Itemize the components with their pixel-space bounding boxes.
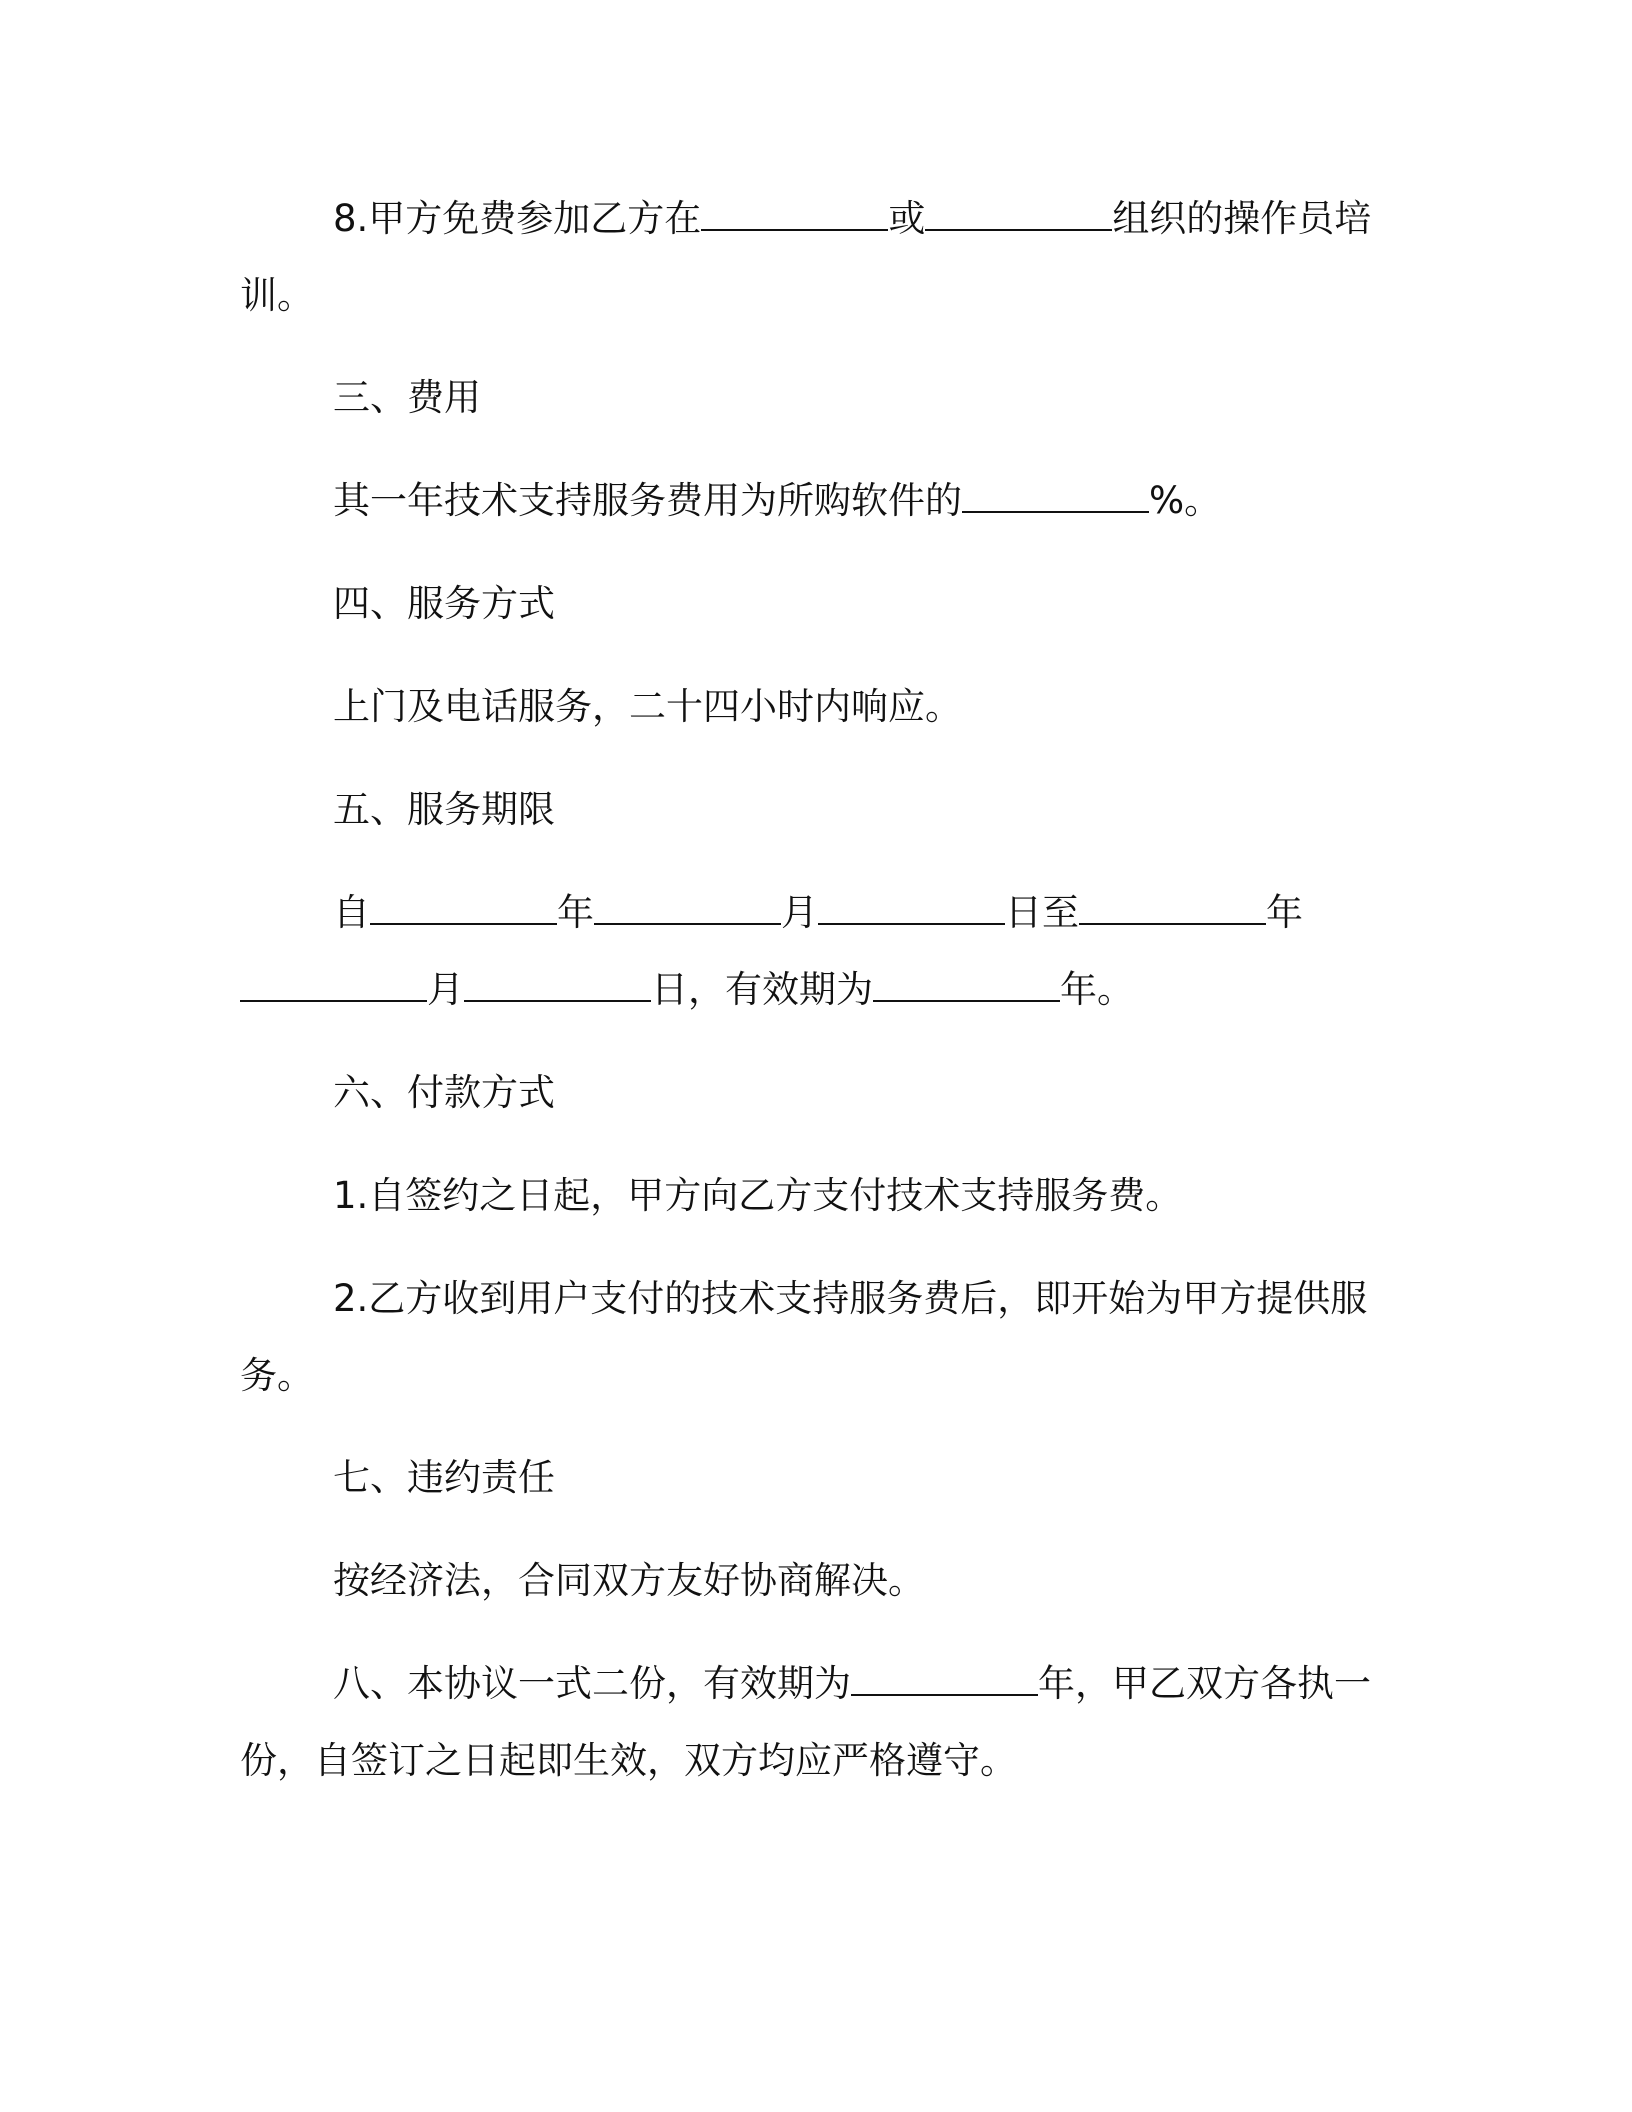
text-segment: 或 (888, 197, 926, 240)
text-segment: 自 (333, 891, 370, 934)
text-segment: 年 (557, 891, 594, 934)
text-segment: 年 (1266, 891, 1303, 934)
text-segment: 组织的操作员培 (1112, 197, 1372, 240)
text-segment: 1.自签约之日起，甲方向乙方支付技术支持服务费。 (333, 1174, 1183, 1217)
section-heading-fees (333, 372, 481, 424)
service-method-paragraph (333, 681, 962, 733)
payment-item-2-line-1 (333, 1273, 1367, 1325)
payment-item-2-line-2 (240, 1350, 314, 1402)
clause-eight-line-2 (240, 1735, 1017, 1787)
text-segment: 日至 (1005, 891, 1079, 934)
text-segment: 2.乙方收到用户支付的技术支持服务费后，即开始为甲方提供服 (333, 1277, 1368, 1320)
blank-field (701, 225, 888, 231)
blank-field (818, 919, 1005, 925)
blank-field (925, 225, 1112, 231)
section-heading-liability (333, 1452, 555, 1504)
blank-field (962, 507, 1149, 513)
text-segment: 月 (781, 891, 818, 934)
text-segment: 份，自签订之日起即生效，双方均应严格遵守。 (240, 1739, 1017, 1782)
text-segment: 八、本协议一式二份，有效期为 (333, 1662, 851, 1705)
text-segment: 其一年技术支持服务费用为所购软件的 (333, 479, 962, 522)
text-segment: %。 (1149, 479, 1222, 522)
section-heading-service-period (333, 784, 555, 836)
liability-paragraph (333, 1555, 925, 1607)
text-segment: 上门及电话服务，二十四小时内响应。 (333, 685, 962, 728)
blank-field (594, 919, 781, 925)
clause-eight-line-1 (333, 1658, 1371, 1710)
text-segment: 按经济法，合同双方友好协商解决。 (333, 1559, 925, 1602)
blank-field (873, 996, 1060, 1002)
text-segment: 年，甲乙双方各执一 (1038, 1662, 1371, 1705)
text-segment: 日，有效期为 (651, 968, 873, 1011)
blank-field (464, 996, 651, 1002)
fees-paragraph (333, 475, 1221, 527)
clause-8-line-1 (333, 193, 1371, 245)
blank-field (851, 1690, 1038, 1696)
heading-text: 四、服务方式 (333, 582, 555, 625)
text-segment: 年。 (1060, 968, 1134, 1011)
payment-item-1 (333, 1170, 1182, 1222)
text-segment: 务。 (240, 1354, 314, 1397)
blank-field (1079, 919, 1266, 925)
text-segment: 8.甲方免费参加乙方在 (333, 197, 702, 240)
text-segment: 训。 (240, 274, 314, 317)
heading-text: 六、付款方式 (333, 1071, 555, 1114)
blank-field (370, 919, 557, 925)
section-heading-payment-method (333, 1067, 555, 1119)
heading-text: 七、违约责任 (333, 1456, 555, 1499)
service-period-line-1 (333, 887, 1303, 939)
heading-text: 三、费用 (333, 376, 481, 419)
service-period-line-2 (240, 964, 1134, 1016)
clause-8-line-2 (240, 270, 314, 322)
blank-field (240, 996, 427, 1002)
section-heading-service-method (333, 578, 555, 630)
heading-text: 五、服务期限 (333, 788, 555, 831)
text-segment: 月 (427, 968, 464, 1011)
